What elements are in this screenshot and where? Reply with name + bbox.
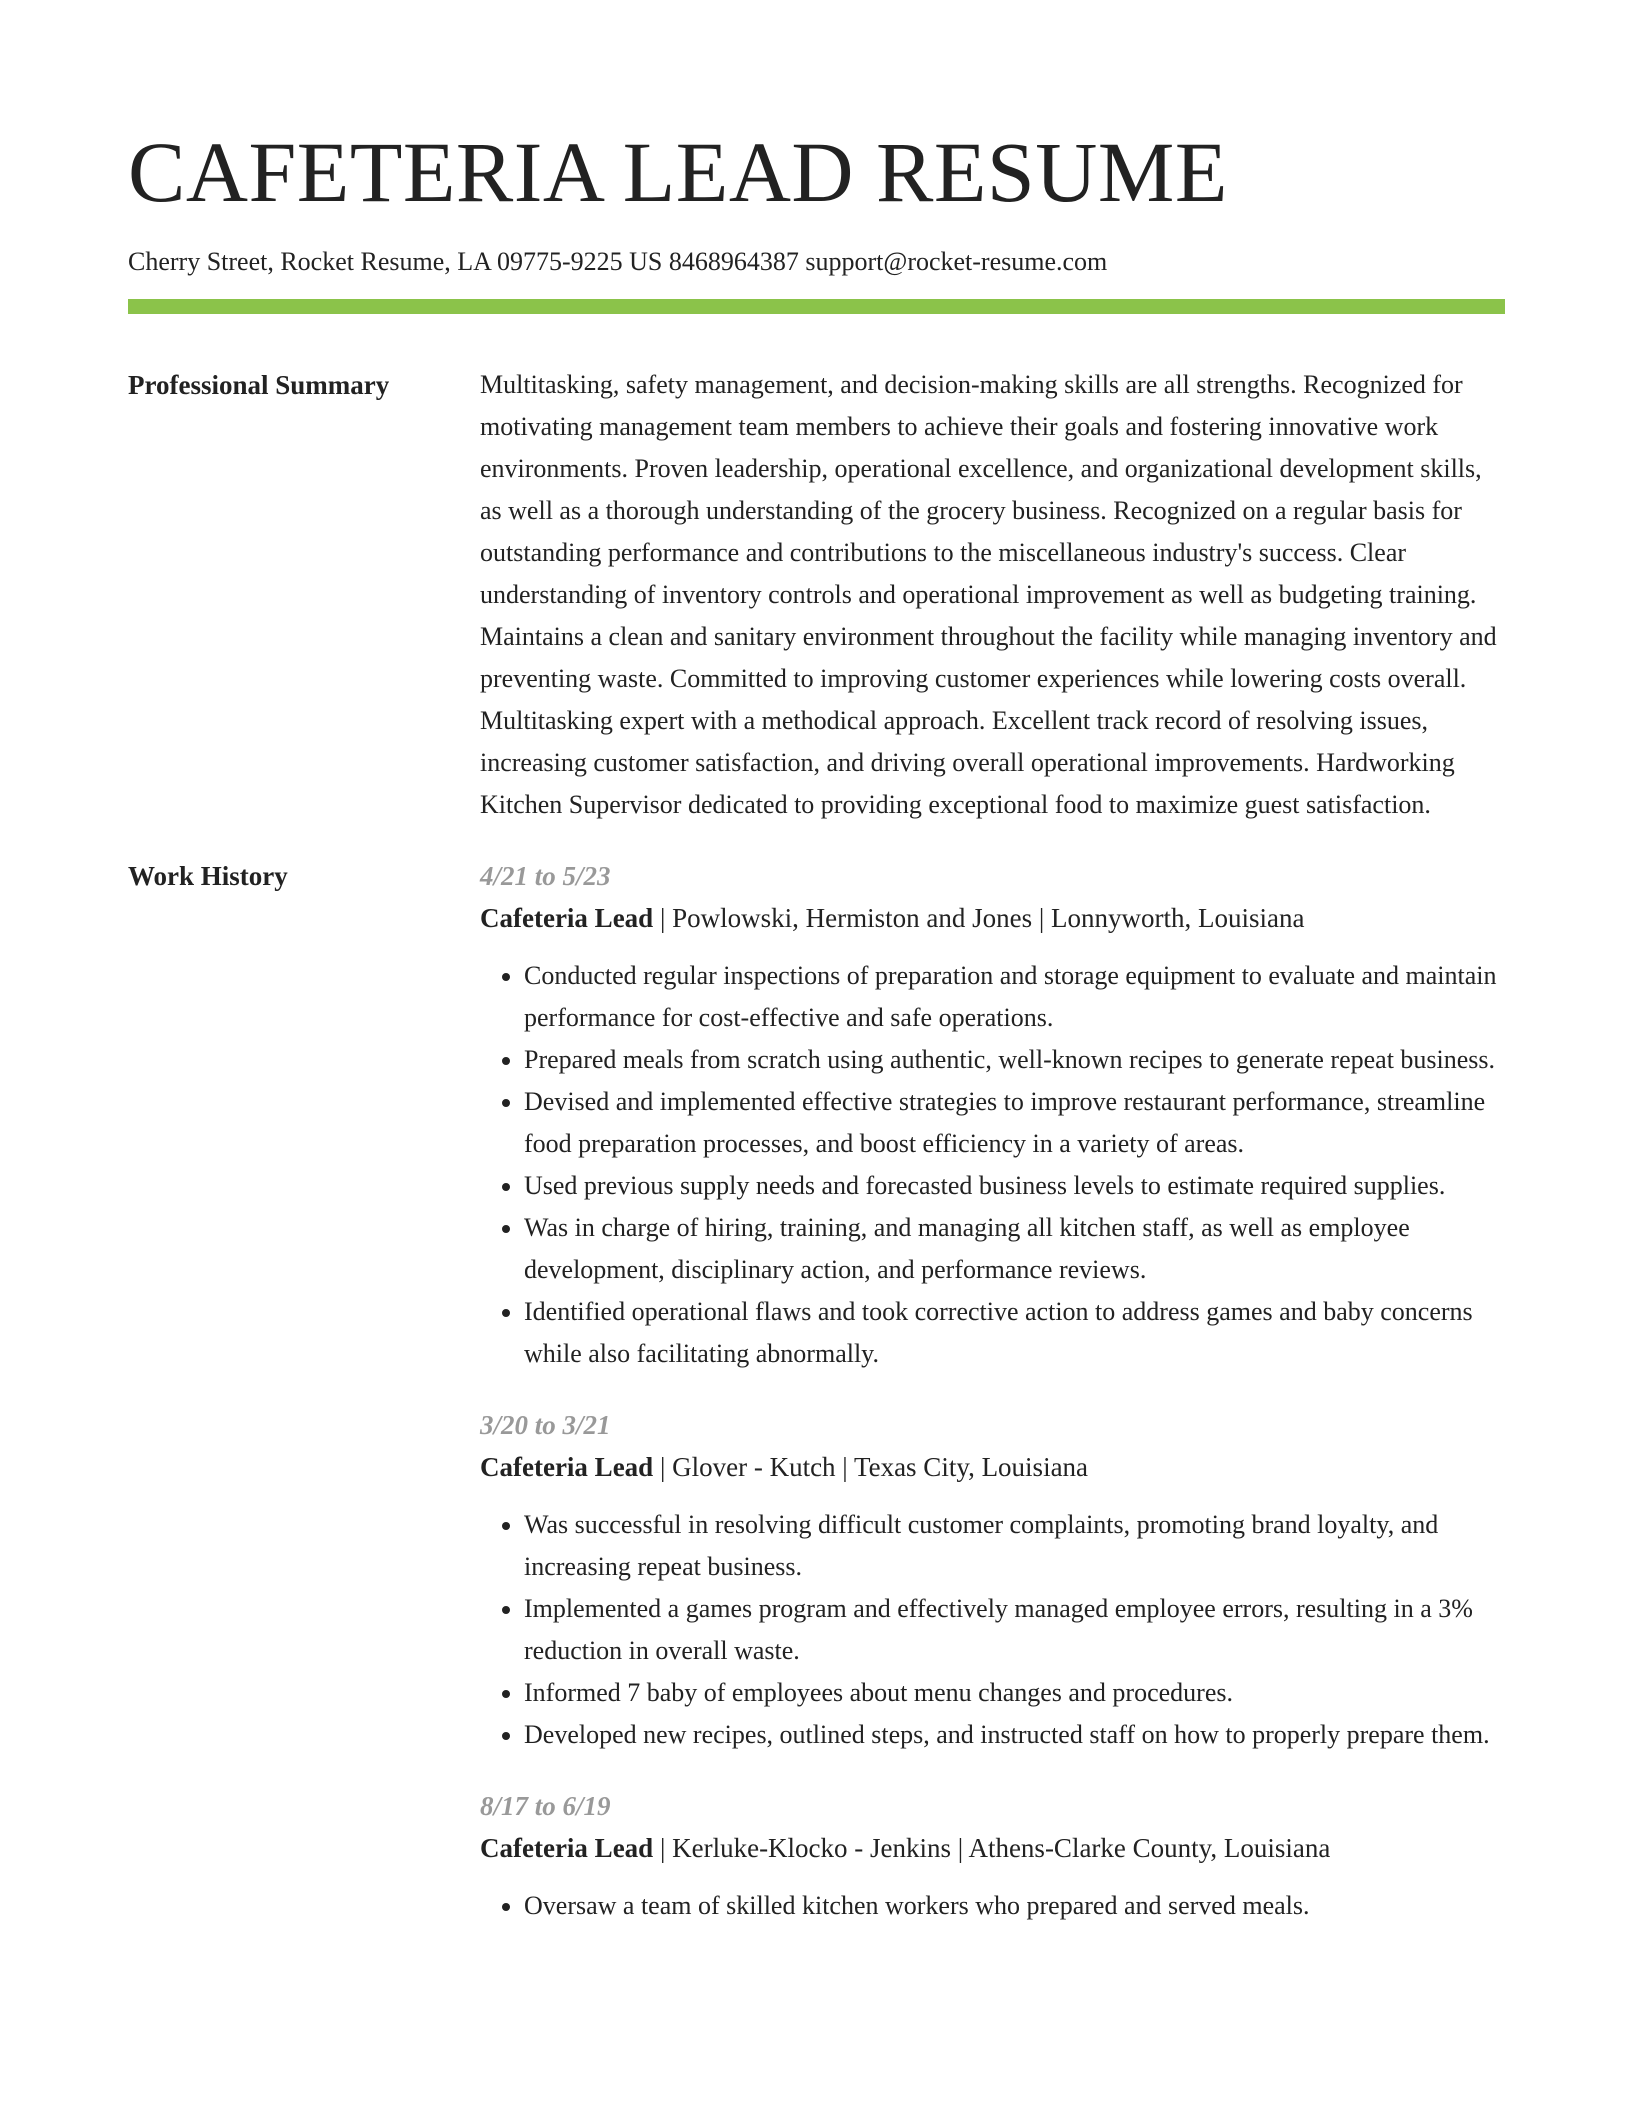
- job-bullet: • Prepared meals from scratch using authentic, well-known recipes to generate repeat business.: [524, 1039, 1505, 1081]
- resume-page: [128, 0, 1505, 1956]
- job-bullet: • Devised and implemented effective strategies to improve restaurant performance, streamline food preparation processes, and boost efficiency in a variety of areas.: [524, 1081, 1505, 1165]
- job-heading: [480, 897, 1505, 939]
- job-dates: 8/17 to 6/19: [480, 1791, 611, 1821]
- job-bullet: • Conducted regular inspections of preparation and storage equipment to evaluate and maintain performance for cost-effective and safe operations.: [524, 955, 1505, 1039]
- summary-section: [128, 364, 1505, 826]
- job-bullet: • Implemented a games program and effectively managed employee errors, resulting in a 3% reduction in overall waste.: [524, 1588, 1505, 1672]
- summary-text: Multitasking, safety management, and decision-making skills are all strengths. Recognized for motivating management team members to achieve their goals and fostering innovative work environments. Proven leadership, operational excellence, and organizational development skills, as well as a thorough understanding of the grocery business. Recognized on a regular basis for outstanding performance and contributions to the miscellaneous industry's success. Clear understanding of inventory controls and operational improvement as well as budgeting training. Maintains a clean and sanitary environment throughout the facility while managing inventory and preventing waste. Committed to improving customer experiences while lowering costs overall. Multitasking expert with a methodical approach. Excellent track record of resolving issues, increasing customer satisfaction, and driving overall operational improvements. Hardworking Kitchen Supervisor dedicated to providing exceptional food to maximize guest satisfaction.: [480, 370, 1497, 819]
- job-entry: [480, 855, 1505, 1375]
- summary-heading: Professional Summary: [128, 370, 390, 400]
- job-bullet-list: [480, 955, 1505, 1375]
- summary-body: [480, 364, 1505, 826]
- work-history-list: [480, 855, 1505, 1956]
- job-dates: 3/20 to 3/21: [480, 1410, 611, 1440]
- job-dates: 4/21 to 5/23: [480, 861, 611, 891]
- contact-info: Cherry Street, Rocket Resume, LA 09775-9225 US 8468964387 support@rocket-resume.com: [128, 247, 1108, 276]
- job-title: Cafeteria Lead: [480, 903, 654, 933]
- work-history-section: [128, 855, 1505, 1956]
- job-bullet: • Oversaw a team of skilled kitchen workers who prepared and served meals.: [524, 1885, 1505, 1927]
- job-bullet: • Was successful in resolving difficult customer complaints, promoting brand loyalty, and increasing repeat business.: [524, 1504, 1505, 1588]
- job-bullet: • Used previous supply needs and forecasted business levels to estimate required supplies.: [524, 1165, 1505, 1207]
- job-bullet-list: [480, 1504, 1505, 1756]
- job-heading: [480, 1446, 1505, 1488]
- job-bullet: • Was in charge of hiring, training, and managing all kitchen staff, as well as employee development, disciplinary action, and performance reviews.: [524, 1207, 1505, 1291]
- job-title: Cafeteria Lead: [480, 1452, 654, 1482]
- job-entry: [480, 1404, 1505, 1756]
- job-bullet: • Identified operational flaws and took corrective action to address games and baby concerns while also facilitating abnormally.: [524, 1291, 1505, 1375]
- job-title: Cafeteria Lead: [480, 1833, 654, 1863]
- page-title: CAFETERIA LEAD RESUME: [128, 124, 1228, 220]
- job-bullet: • Informed 7 baby of employees about menu changes and procedures.: [524, 1672, 1505, 1714]
- header-divider: [128, 299, 1505, 314]
- job-employer-location: | Glover - Kutch | Texas City, Louisiana: [653, 1452, 1089, 1482]
- job-heading: [480, 1827, 1505, 1869]
- job-employer-location: | Kerluke-Klocko - Jenkins | Athens-Clarke County, Louisiana: [653, 1833, 1331, 1863]
- job-bullet: • Developed new recipes, outlined steps, and instructed staff on how to properly prepare them.: [524, 1714, 1505, 1756]
- job-employer-location: | Powlowski, Hermiston and Jones | Lonnyworth, Louisiana: [653, 903, 1305, 933]
- work-history-heading: Work History: [128, 861, 288, 891]
- job-entry: [480, 1785, 1505, 1927]
- job-bullet-list: [480, 1885, 1505, 1927]
